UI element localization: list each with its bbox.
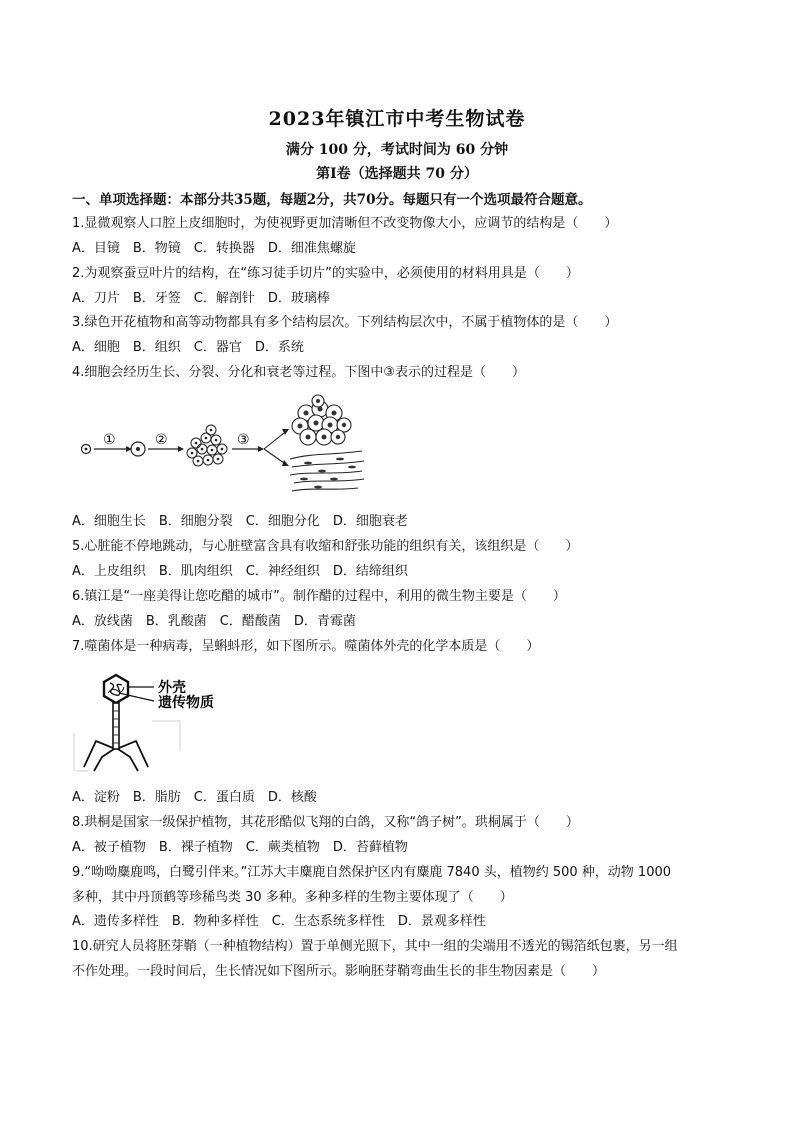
volume-line: 第Ⅰ卷（选择题共 70 分） [316, 166, 478, 182]
question-2-stem: 2.为观察蚕豆叶片的结构，在“练习徒手切片”的实验中，必须使用的材料用具是（ ） [72, 266, 579, 281]
step-1-label: ① [103, 432, 116, 448]
question-8-options: A．被子植物 B．裸子植物 C．蕨类植物 D．苔藓植物 [72, 840, 408, 855]
question-10-stem-line1: 10.研究人员将胚芽鞘（一种植物结构）置于单侧光照下，其中一组的尖端用不透光的锡箔纸包裹，另一组 [72, 939, 678, 954]
question-9-options: A．遗传多样性 B．物种多样性 C．生态系统多样性 D．景观多样性 [72, 914, 486, 929]
cell-process-figure [72, 393, 372, 505]
score-time-line: 满分 100 分，考试时间为 60 分钟 [285, 142, 509, 158]
question-3-stem: 3.绿色开花植物和高等动物都具有多个结构层次。下列结构层次中，不属于植物体的是（ ） [72, 315, 618, 330]
question-7-options: A．淀粉 B．脂肪 C．蛋白质 D．核酸 [72, 790, 317, 805]
question-3-options: A．细胞 B．组织 C．器官 D．系统 [72, 340, 304, 355]
phage-head-icon [104, 675, 128, 703]
phage-genetic-label: 遗传物质 [158, 695, 214, 711]
question-6-options: A．放线菌 B．乳酸菌 C．醋酸菌 D．青霉菌 [72, 614, 356, 629]
question-4-stem: 4.细胞会经历生长、分裂、分化和衰老等过程。下图中③表示的过程是（ ） [72, 365, 526, 380]
elongated-tissue-icon [290, 451, 364, 491]
round-tissue-icon [292, 395, 351, 445]
phage-figure [72, 671, 272, 781]
question-6-stem: 6.镇江是“一座美得让您吃醋的城市”。制作醋的过程中，利用的微生物主要是（ ） [72, 589, 566, 604]
question-9-stem-line1: 9.“呦呦麋鹿鸣，白鹭引伴来。”江苏大丰麋鹿自然保护区内有麋鹿 7840 头，植物约 500 种，动物 1000 [72, 865, 672, 880]
question-8-stem: 8.珙桐是国家一级保护植物，其花形酷似飞翔的白鸽，又称“鸽子树”。珙桐属于（ ） [72, 815, 579, 830]
section-title: 一、单项选择题：本部分共35题，每题2分，共70分。每题只有一个选项最符合题意。 [72, 192, 592, 208]
phage-tail-icon [113, 703, 119, 749]
question-1-stem: 1.显微观察人口腔上皮细胞时，为使视野更加清晰但不改变物像大小，应调节的结构是（ ） [72, 216, 618, 231]
exam-title: 2023年镇江市中考生物试卷 [268, 108, 526, 130]
step-2-label: ② [155, 432, 168, 448]
phage-shell-label: 外壳 [158, 680, 186, 696]
question-10-stem-line2: 不作处理。一段时间后，生长情况如下图所示。影响胚芽鞘弯曲生长的非生物因素是（ ） [72, 964, 606, 979]
step-3-label: ③ [237, 432, 250, 448]
question-4-options: A．细胞生长 B．细胞分裂 C．细胞分化 D．细胞衰老 [72, 514, 408, 529]
question-5-options: A．上皮组织 B．肌肉组织 C．神经组织 D．结缔组织 [72, 564, 408, 579]
question-1-options: A．目镜 B．物镜 C．转换器 D．细准焦螺旋 [72, 241, 356, 256]
question-2-options: A．刀片 B．牙签 C．解剖针 D．玻璃棒 [72, 291, 330, 306]
question-5-stem: 5.心脏能不停地跳动，与心脏壁富含具有收缩和舒张功能的组织有关，该组织是（ ） [72, 539, 579, 554]
question-7-stem: 7.噬菌体是一种病毒，呈蝌蚪形，如下图所示。噬菌体外壳的化学本质是（ ） [72, 639, 540, 654]
question-9-stem-line2: 多种，其中丹顶鹤等珍稀鸟类 30 多种。多种多样的生物主要体现了（ ） [72, 890, 513, 905]
